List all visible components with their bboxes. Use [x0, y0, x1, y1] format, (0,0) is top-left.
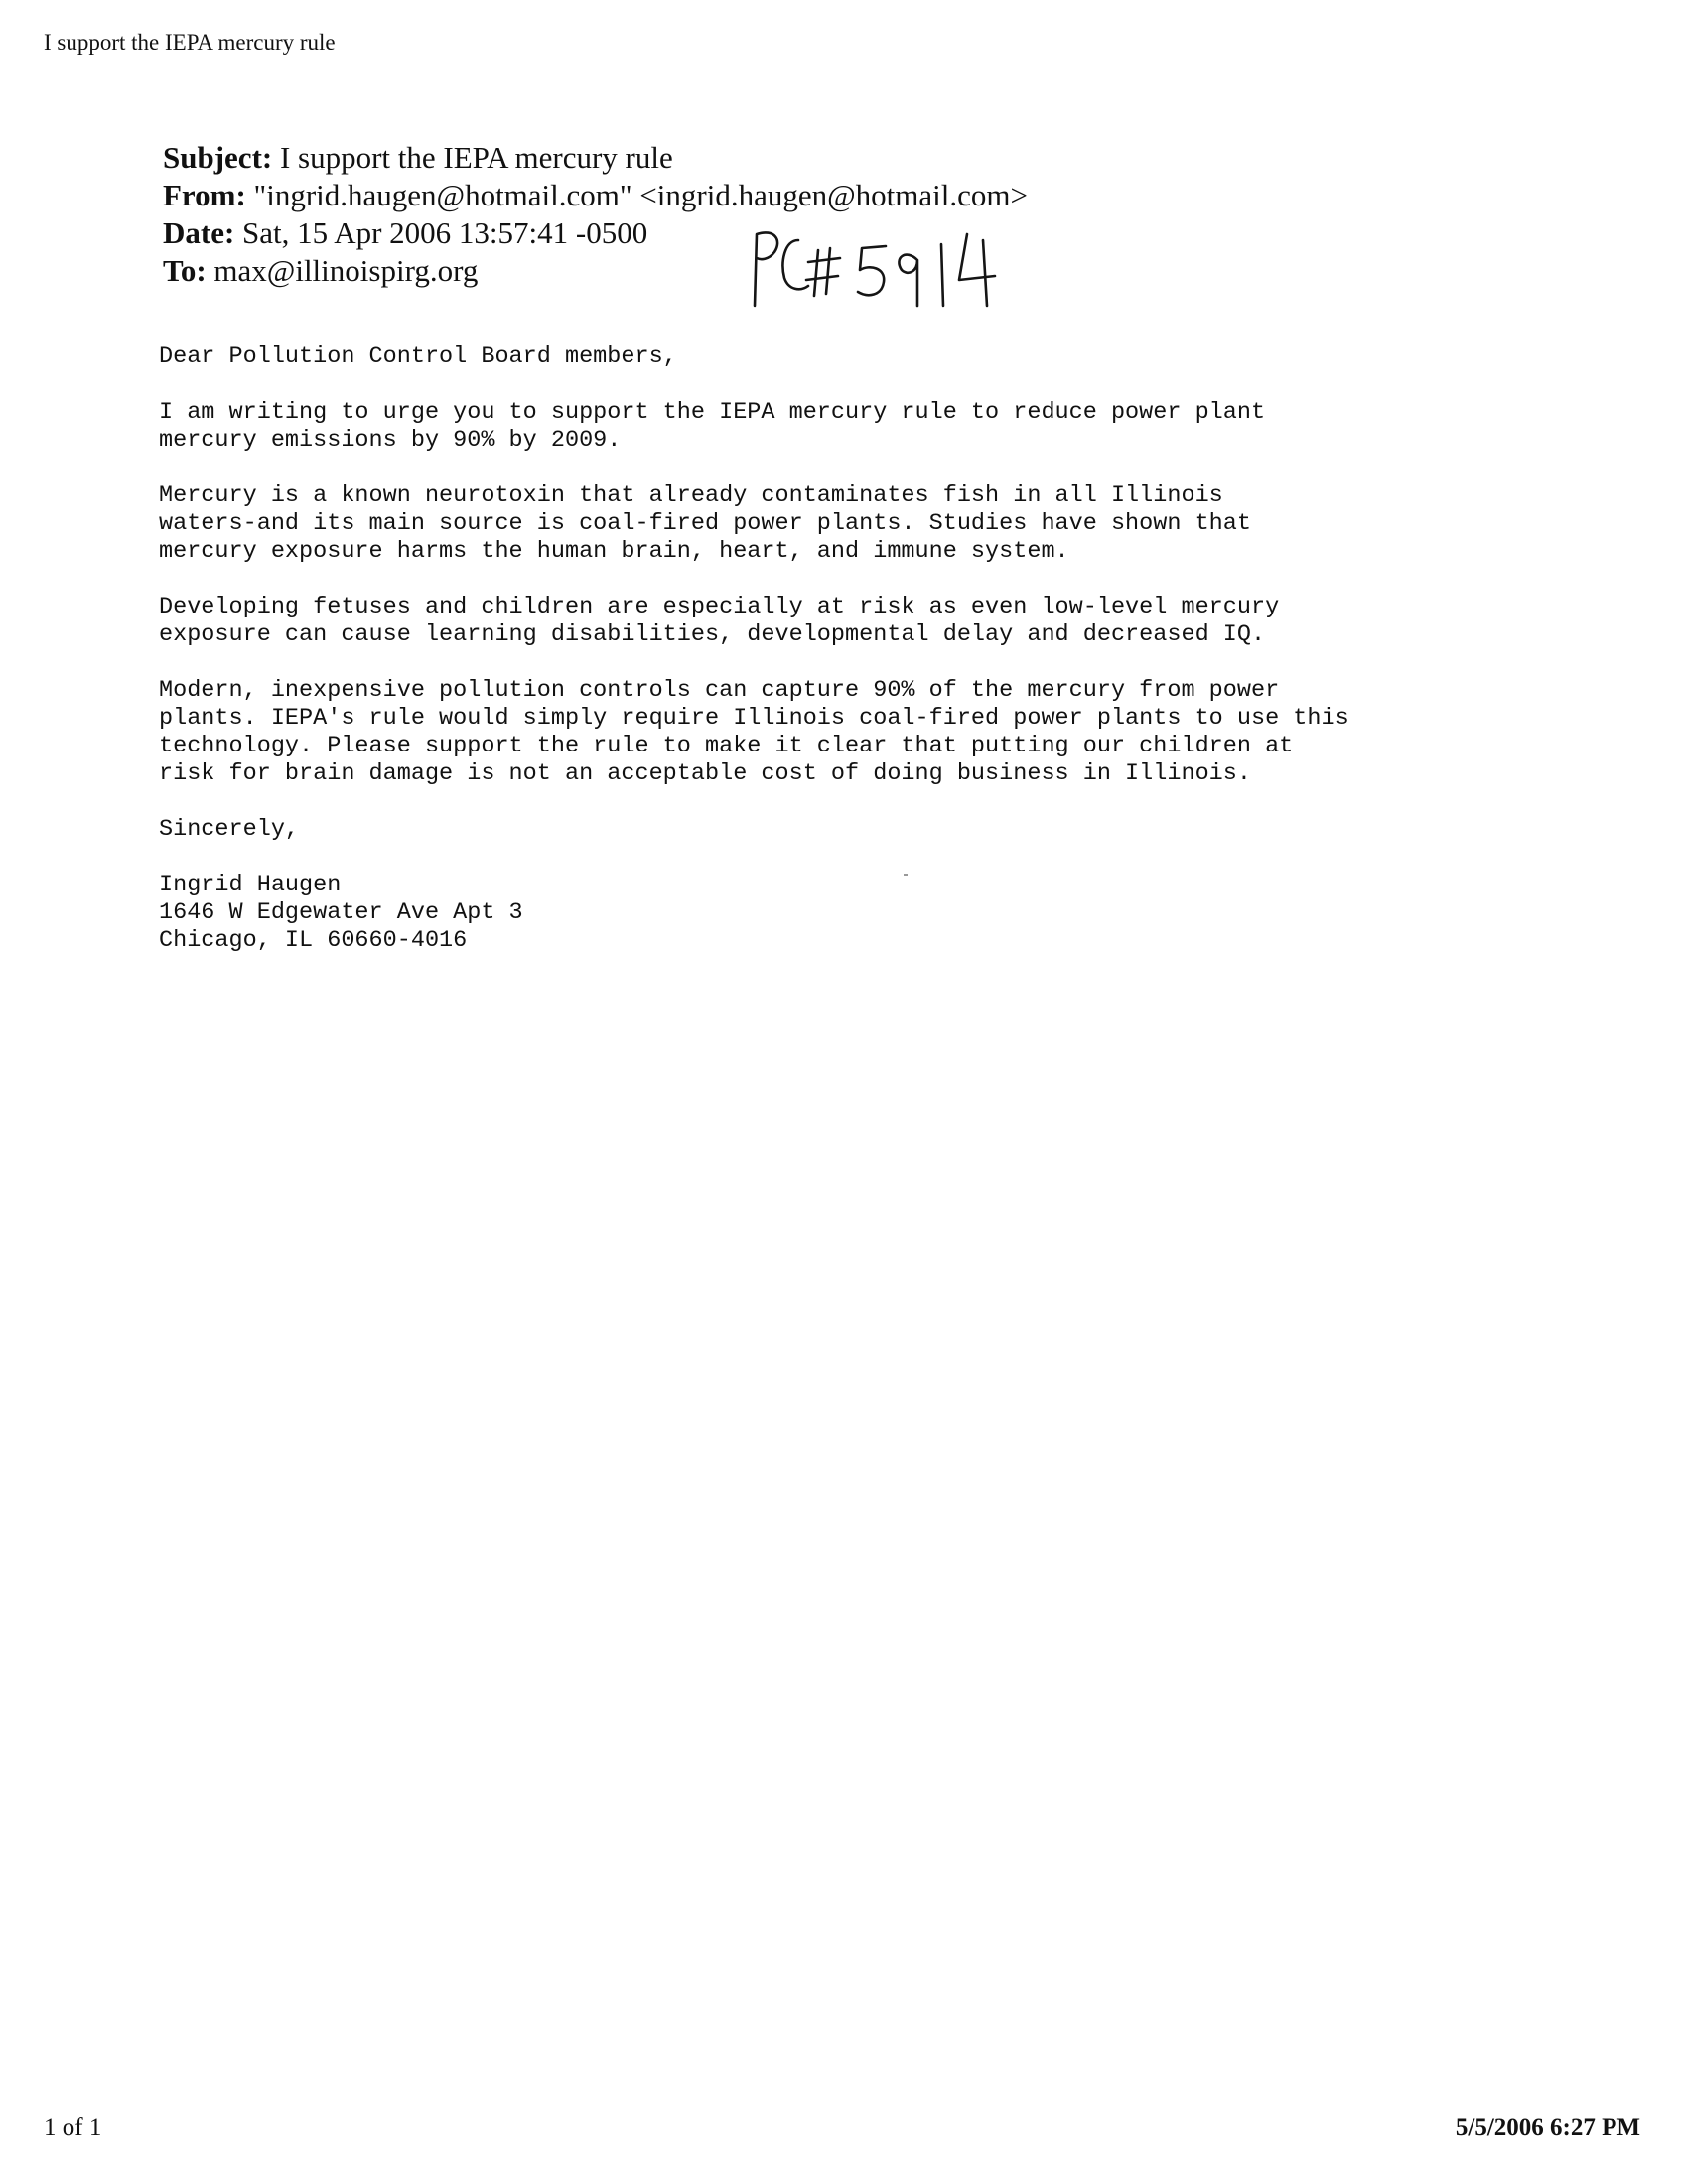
paragraph-2: Mercury is a known neurotoxin that already contaminates fish in all Illinois waters-and its main source is coal-fired power plants. Studies have shown that mercury exposure harms the human brain, heart, and immune system.: [159, 482, 1251, 565]
signature-name: Ingrid Haugen: [159, 872, 342, 898]
from-value: "ingrid.haugen@hotmail.com" <ingrid.haugen@hotmail.com>: [253, 178, 1028, 212]
paragraph-3: Developing fetuses and children are especially at risk as even low-level mercury exposure can cause learning disabilities, developmental delay and decreased IQ.: [159, 594, 1280, 648]
closing: Sincerely,: [159, 816, 300, 843]
date-label: Date:: [163, 215, 235, 250]
date-value: Sat, 15 Apr 2006 13:57:41 -0500: [242, 215, 648, 250]
greeting: Dear Pollution Control Board members,: [159, 343, 677, 370]
from-label: From:: [163, 178, 246, 212]
paragraph-1: I am writing to urge you to support the IEPA mercury rule to reduce power plant mercury emissions by 90% by 2009.: [159, 399, 1266, 454]
subject-row: [163, 139, 1028, 177]
scan-speck: [904, 874, 908, 876]
paragraph-4: Modern, inexpensive pollution controls can capture 90% of the mercury from power plants. IEPA's rule would simply require Illinois coal-fired power plants to use this technology. Please support the rule to make it clear that putting our children at risk for brain damage is not an acceptable cost of doing business in Illinois.: [159, 677, 1349, 787]
footer-page-count: 1 of 1: [44, 2115, 102, 2141]
signature-address-line2: Chicago, IL 60660-4016: [159, 927, 468, 954]
handwritten-pc-number: [747, 226, 1015, 312]
subject-value: I support the IEPA mercury rule: [279, 140, 673, 175]
signature-block: [159, 872, 1589, 955]
message-body: [159, 343, 1589, 955]
page-header-title: I support the IEPA mercury rule: [44, 30, 336, 55]
to-label: To:: [163, 253, 207, 288]
signature-address-line1: 1646 W Edgewater Ave Apt 3: [159, 899, 523, 926]
to-value: max@illinoispirg.org: [213, 253, 479, 288]
subject-label: Subject:: [163, 140, 273, 175]
footer-timestamp: 5/5/2006 6:27 PM: [1455, 2115, 1640, 2141]
from-row: [163, 177, 1028, 214]
